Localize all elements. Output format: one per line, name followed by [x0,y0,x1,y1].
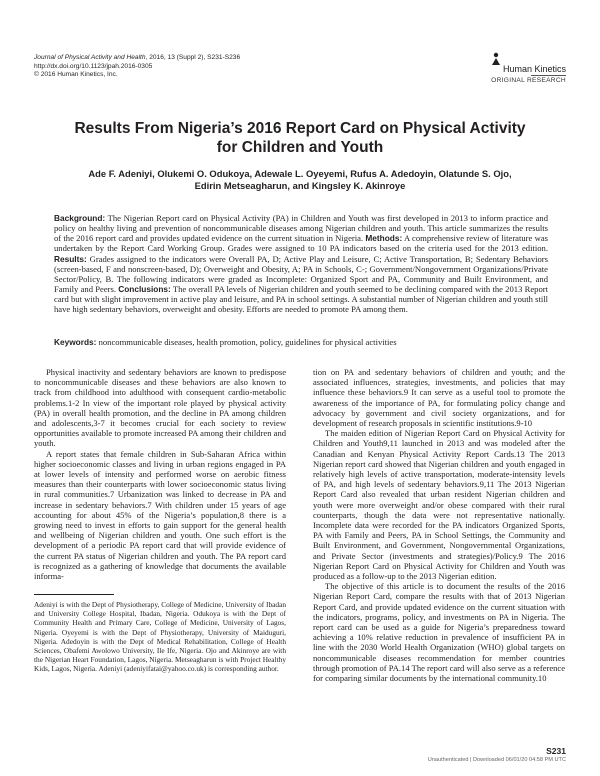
background-label: Background: [54,213,106,223]
page-number: S231 [546,746,566,756]
methods-text: A comprehensive review of literature was undertaken by the Report Card Working Group. Grades were assigned to 10 PA indicators based on the criteria used for the 2013 edition. [54,233,548,254]
body-paragraph: The maiden edition of Nigerian Report Card on Physical Activity for Children and Youth9,11 launched in 2013 and was modeled after the Canadian and Kenyan Physical Activity Report Cards.13 The 2013 Nigerian report card showed that Nigerian children and youth engaged in relatively high levels of active transportation, moderate-intensity levels of PA, and high levels of sedentary behaviors.9,11 The 2013 Nigerian Report Card also revealed that urban resident Nigerian children and youth were more overweight and/or obese compared with their rural counterparts, though the data were not representative nationally. Incomplete data were recorded for the PA indicators Organized Sports, PA with Family and Peers, PA in School Settings, the Community and Built Environment, and Government, Nongovernmental Organizations, and Private Sector (investments and strategies)/Policy.9 The 2016 Nigerian Report Card on Physical Activity for Children and Youth was produced as a follow-up to the 2013 Nigerian edition. [313,428,565,582]
background-text: The Nigerian Report card on Physical Activity (PA) in Children and Youth was first developed in 2013 to inform practice and policy on healthy living and prevention of noncommunicable diseases among Nigerian children and youth. This article summarizes the results of the 2016 report card and provides updated evidence on the current situation in Nigeria. [54,213,549,244]
author-list [40,168,560,193]
body-paragraph: The objective of this article is to document the results of the 2016 Nigerian Report Card, compare the results with that of 2013 Nigerian Report Card, and provide updated evidence on the current situation with the indicators, programs, policy, and investments on PA in Nigeria. The report card can be used as a guide for Nigeria’s preparedness toward achieving a 10% relative reduction in prevalence of insufficient PA in line with the 2030 World Health Organization (WHO) global targets on noncommunicable diseases recommendation for member countries through promotion of PA.14 The report card will also serve as a reference for comparing similar documents by the international community.10 [313,581,565,684]
keywords-label: Keywords: [54,337,97,347]
copyright: © 2016 Human Kinetics, Inc. [34,71,118,79]
publisher-rule [531,75,566,76]
conclusions-label: Conclusions: [118,284,171,295]
author-affiliations-footnote: Adeniyi is with the Dept of Physiotherapy, College of Medicine, University of Ibadan and University College Hospital, Ibadan, Nigeria. Odukoya is with the Dept of Community Health and Primary Care, College of Medicine, University of Lagos, Nigeria. Oyeyemi is with the Dept of Physiotherapy, University of Maiduguri, Nigeria. Adedoyin is with the Dept of Medical Rehabilitation, College of Health Sciences, Obafemi Awolowo University, Ile Ife, Nigeria. Ojo and Akinroye are with the Nigerian Heart Foundation, Lagos, Nigeria. Metseagharun is with Project Healthy Kids, Lagos, Nigeria. Adeniyi (adeniyifatai@yahoo.co.uk) is corresponding author. [34,600,287,674]
body-paragraph: A report states that female children in Sub-Saharan Africa within higher socioeconomic classes and living in urban regions engaged in PA at lower levels of intensity and performed worse on aerobic fitness measures than their counterparts with lower socioeconomic status living in rural communities.7 Urbanization was linked to decrease in PA and increase in sedentary behaviors.7 With children under 15 years of age accounting for about 45% of the Nigeria’s population,8 there is a growing need to invest in efforts to gain support for the general health and wellbeing of Nigerian children and youth. One such effort is the development of a periodic PA report card that will provide evidence of the current PA status of Nigerian children and youth. The PA report card is recognized as a gathering of knowledge that documents the available informa- [34,448,286,582]
keywords-text: noncommunicable diseases, health promotion, policy, guidelines for physical activities [98,337,397,347]
journal-citation: , 2016, 13 (Suppl 2), S231-S236 [145,54,241,61]
results-label: Results: [54,253,87,264]
body-column-left [34,367,286,581]
methods-label: Methods: [365,233,403,244]
article-section: ORIGINAL RESEARCH [491,77,566,84]
journal-header [34,54,240,80]
journal-name: Journal of Physical Activity and Health [34,54,146,61]
conclusions-text: The overall PA levels of Nigerian children and youth seemed to be declining compared with the 2013 Report card but with slight improvement in active play and leisure, and PA in school settings. A substantial number of Nigerian children and youth still have high sedentary behaviors, overweight and obesity. Efforts are needed to promote PA among them. [54,284,548,315]
body-column-right [313,367,565,683]
footnote-rule [34,594,114,595]
authors-line-1: Ade F. Adeniyi, Olukemi O. Odukoya, Adewale L. Oyeyemi, Rufus A. Adedoyin, Olatunde S. Ojo, [88,168,512,179]
title-line-2: for Children and Youth [216,139,384,156]
keywords [54,337,548,347]
body-paragraph: Physical inactivity and sedentary behaviors are known to predispose to noncommunicable diseases and these behaviors are also known to track from childhood into adulthood with consequent cardio-metabolic problems.1-2 In view of the important role played by physical activity (PA) in overall health promotion, and the decline in PA among children and adolescents,3-7 it becomes crucial for each society to review opportunities available to promote increased PA among their children and youth. [34,367,286,449]
download-notice: Unauthenticated | Downloaded 06/01/20 04:58 PM UTC [427,757,566,763]
article-title [0,119,600,157]
publisher-name: Human Kinetics [502,64,566,74]
results-text: Grades assigned to the indicators were Overall PA, D; Active Play and Leisure, C; Active Transportation, B; Sedentary Behaviors (screen-based, F and nonscreen-based, D); Overweight and Obesity, A; PA in Schools, C-; Government/Nongovernment Organizations/Private Sector/Policy, B. The following indicators were graded as Incomplete: Organized Sport and PA, Community and Built Environment, and Family and Peers. [54,253,549,295]
publisher-block [491,64,566,84]
doi-link[interactable]: http://dx.doi.org/10.1123/jpah.2016-0305 [34,62,153,70]
abstract [54,213,548,315]
title-line-1: Results From Nigeria’s 2016 Report Card on Physical Activity [74,120,526,137]
authors-line-2: Edirin Metseagharun, and Kingsley K. Akinroye [194,180,406,192]
body-paragraph: tion on PA and sedentary behaviors of children and youth; and the associated influences, strategies, investments, and policies that may influence these behaviors.9 It can serve as a useful tool to promote the awareness of the importance of PA, for formulating policy change and advocacy by government and civil society organizations, and for development of research proposals in scientific institutions.9-10 [313,367,565,429]
